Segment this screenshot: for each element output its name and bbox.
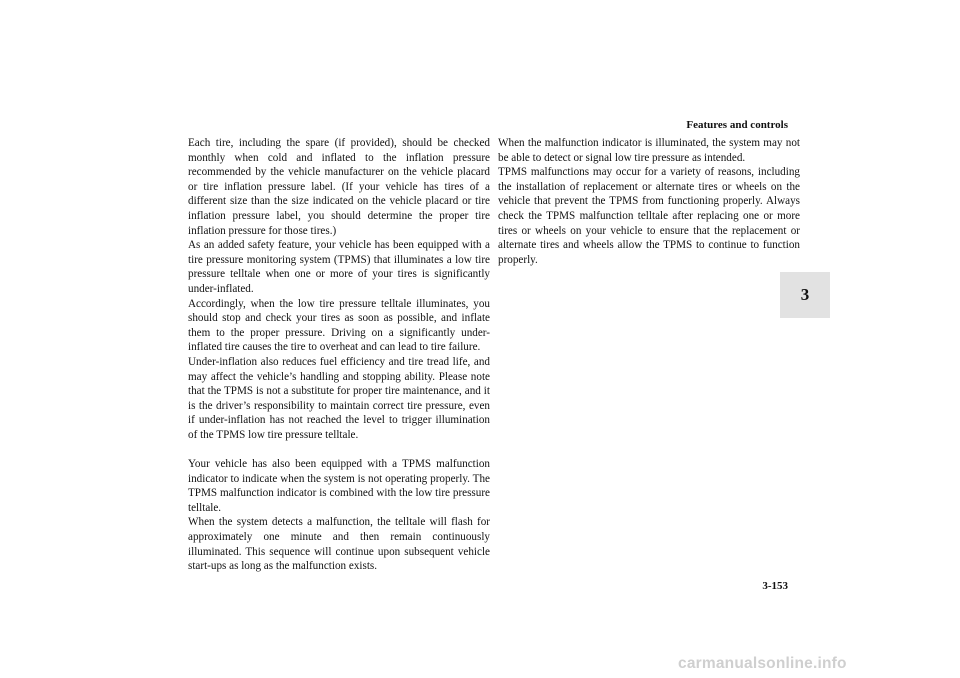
- left-column: [188, 136, 490, 574]
- paragraph: Under-inflation also reduces fuel efficiency and tire tread life, and may affect the vehicle’s handling and stopping ability. Please note that the TPMS is not a substitute for proper tire maintenance, and it is the driver’s responsibility to maintain correct tire pressure, even if under-inflation has not reached the level to trigger illumination of the TPMS low tire pressure telltale.: [188, 355, 490, 441]
- chapter-tab: [780, 272, 830, 318]
- paragraph: Accordingly, when the low tire pressure telltale illuminates, you should stop and check your tires as soon as possible, and inflate them to the proper pressure. Driving on a significantly under-inflated tire causes the tire to overheat and can lead to tire failure.: [188, 297, 490, 354]
- right-column: [498, 136, 800, 267]
- chapter-number: 3: [800, 285, 810, 304]
- paragraph: Your vehicle has also been equipped with a TPMS malfunction indicator to indicate when the system is not operating properly. The TPMS malfunction indicator is combined with the low tire pressure telltale.: [188, 458, 490, 514]
- section-title: Features and controls: [686, 119, 788, 131]
- paragraph: TPMS malfunctions may occur for a variety of reasons, including the installation of replacement or alternate tires or wheels on the vehicle that prevent the TPMS from functioning properly. Always check the TPMS malfunction telltale after replacing one or more tires or wheels on your vehicle to ensure that the replacement or alternate tires and wheels allow the TPMS to continue to function properly.: [498, 166, 800, 266]
- paragraph: When the system detects a malfunction, the telltale will flash for approximately one minute and then remain continuously illuminated. This sequence will continue upon subsequent vehicle start-ups as long as the malfunction exists.: [188, 516, 490, 573]
- paragraph: When the malfunction indicator is illuminated, the system may not be able to detect or signal low tire pressure as intended.: [498, 137, 800, 164]
- watermark-logo[interactable]: carmanualsonline.info: [678, 655, 847, 672]
- page-number: 3-153: [762, 580, 788, 592]
- paragraph: Each tire, including the spare (if provided), should be checked monthly when cold and inflated to the inflation pressure recommended by the vehicle manufacturer on the vehicle placard or tire inflation pressure label. (If your vehicle has tires of a different size than the size indicated on the vehicle placard or tire inflation pressure label, you should determine the proper tire inflation pressure for those tires.): [188, 137, 490, 237]
- paragraph: As an added safety feature, your vehicle has been equipped with a tire pressure monitoring system (TPMS) that illuminates a low tire pressure telltale when one or more of your tires is significantly under-inflated.: [188, 239, 490, 295]
